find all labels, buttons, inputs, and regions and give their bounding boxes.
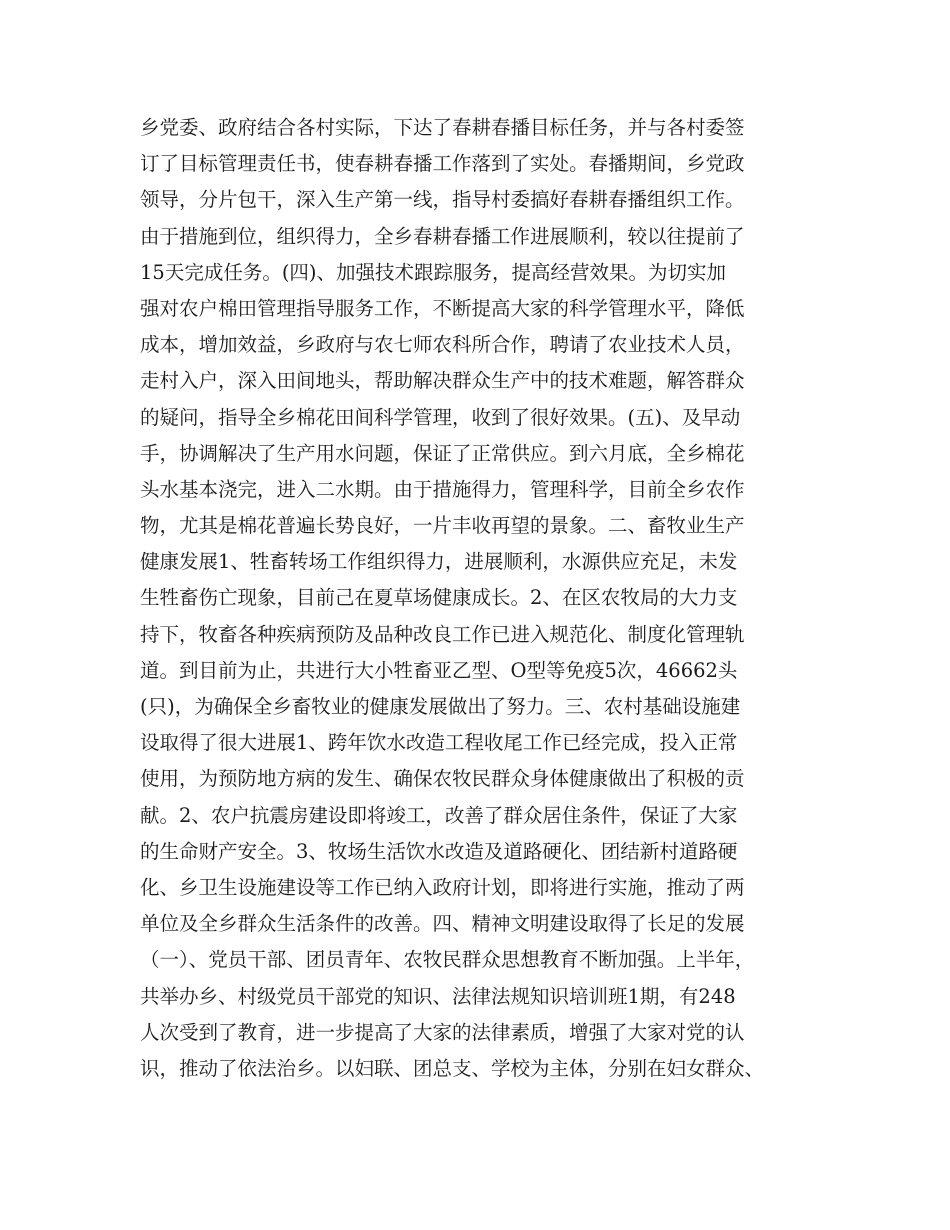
text-line: （一）、党员干部、团员青年、农牧民群众思想教育不断加强。上半年， — [140, 948, 755, 972]
text-line: 的生命财产安全。3、牧场生活饮水改造及道路硬化、团结新村道路硬 — [140, 839, 738, 863]
text-line: 设取得了很大进展1、跨年饮水改造工程收尾工作已经完成，投入正常 — [140, 731, 738, 755]
text-line: 手，协调解决了生产用水问题，保证了正常供应。到六月底，全乡棉花 — [140, 441, 745, 465]
text-line: 化、乡卫生设施建设等工作已纳入政府计划，即将进行实施，推动了两 — [140, 875, 745, 899]
text-line: 道。到目前为止，共进行大小牲畜亚乙型、O型等免疫5次，46662头 — [140, 658, 738, 682]
text-line: 走村入户，深入田间地头，帮助解决群众生产中的技术难题，解答群众 — [140, 369, 745, 393]
text-line: 的疑问，指导全乡棉花田间科学管理，收到了很好效果。(五)、及早动 — [140, 405, 741, 429]
text-line: 使用，为预防地方病的发生、确保农牧民群众身体健康做出了积极的贡 — [140, 767, 745, 791]
text-line: 强对农户棉田管理指导服务工作，不断提高大家的科学管理水平，降低 — [140, 296, 745, 320]
text-line: 物，尤其是棉花普遍长势良好，一片丰收再望的景象。二、畜牧业生产 — [140, 514, 745, 538]
text-line: 成本，增加效益，乡政府与农七师农科所合作，聘请了农业技术人员， — [140, 333, 745, 357]
text-line: 健康发展1、牲畜转场工作组织得力，进展顺利，水源供应充足，未发 — [140, 550, 738, 574]
text-line: 订了目标管理责任书，使春耕春播工作落到了实处。春播期间，乡党政 — [140, 152, 745, 176]
text-line: 由于措施到位，组织得力，全乡春耕春播工作进展顺利，较以往提前了 — [140, 224, 745, 248]
text-line: 生牲畜伤亡现象，目前己在夏草场健康成长。2、在区农牧局的大力支 — [140, 586, 738, 610]
text-line: 领导，分片包干，深入生产第一线，指导村委搞好春耕春播组织工作。 — [140, 188, 745, 212]
text-line: 共举办乡、村级党员干部党的知识、法律法规知识培训班1期，有248 — [140, 984, 736, 1008]
text-line: 献。2、农户抗震房建设即将竣工，改善了群众居住条件，保证了大家 — [140, 803, 738, 827]
text-line: 单位及全乡群众生活条件的改善。四、精神文明建设取得了长足的发展 — [140, 912, 745, 936]
text-line: 头水基本浇完，进入二水期。由于措施得力，管理科学，目前全乡农作 — [140, 477, 745, 501]
text-line: 15天完成任务。(四)、加强技术跟踪服务，提高经营效果。为切实加 — [140, 260, 727, 284]
text-line: 识，推动了依法治乡。以妇联、团总支、学校为主体，分别在妇女群众、 — [140, 1056, 765, 1080]
text-line: (只)，为确保全乡畜牧业的健康发展做出了努力。三、农村基础设施建 — [140, 695, 741, 718]
text-line: 乡党委、政府结合各村实际，下达了春耕春播目标任务，并与各村委签 — [140, 116, 745, 139]
text-line: 人次受到了教育，进一步提高了大家的法律素质，增强了大家对党的认 — [140, 1020, 745, 1044]
text-line: 持下，牧畜各种疾病预防及品种改良工作已进入规范化、制度化管理轨 — [140, 622, 745, 646]
body-text — [140, 110, 830, 1087]
